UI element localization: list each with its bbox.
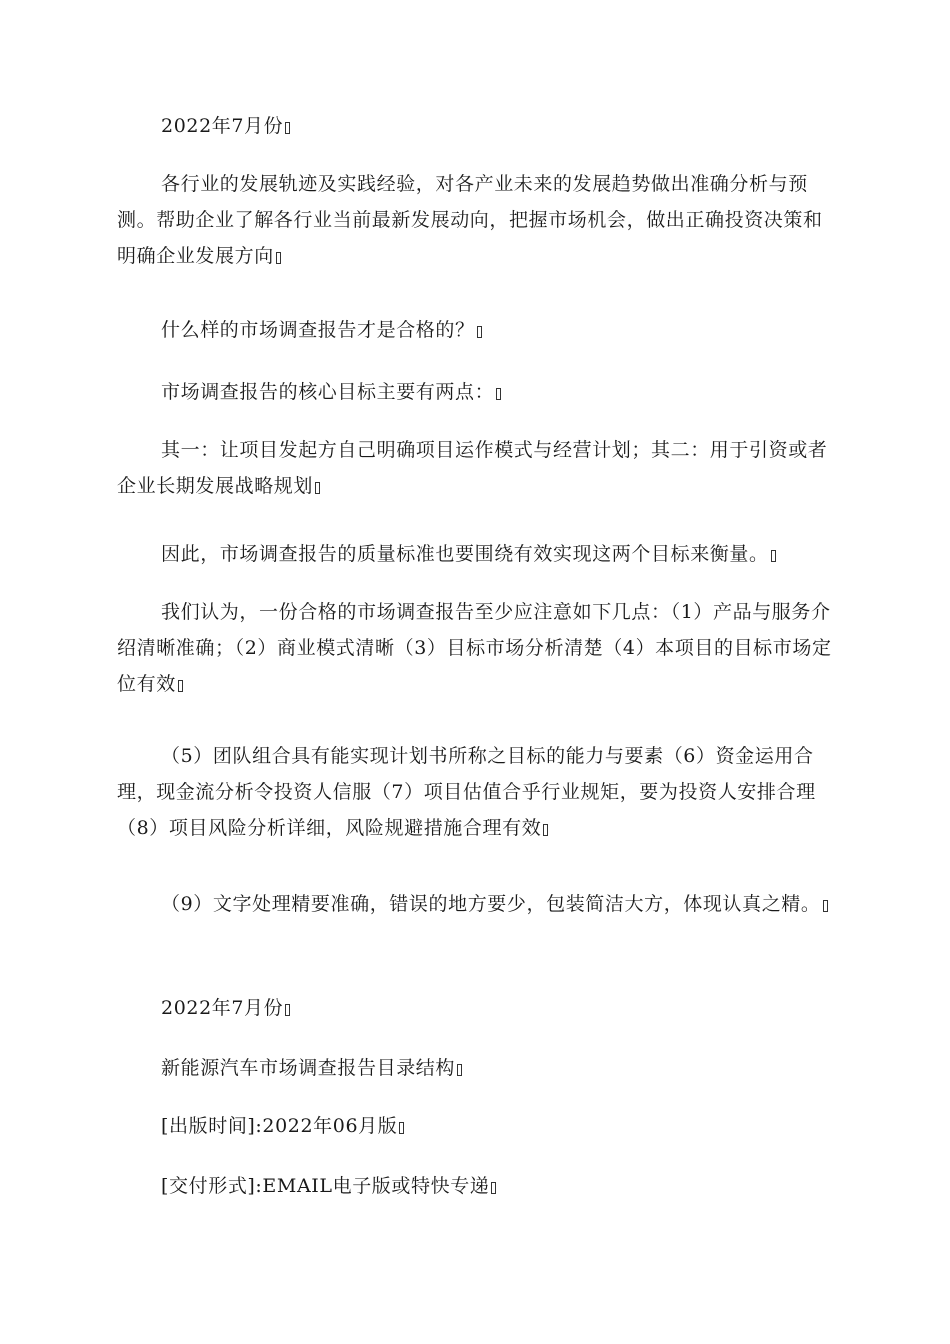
paragraph-text: 2022年7月份: [161, 115, 284, 137]
delivery-format: [117, 1168, 837, 1204]
paragraph-mark-icon: [496, 388, 501, 400]
paragraph-mark-icon: [285, 122, 290, 134]
paragraph-text: 2022年7月份: [161, 997, 284, 1019]
date-line-2: [117, 990, 837, 1026]
paragraph-text: 市场调查报告的核心目标主要有两点：: [161, 381, 495, 403]
points-paragraph: [117, 594, 837, 702]
paragraph-mark-icon: [276, 252, 281, 264]
question-paragraph: [117, 312, 837, 348]
quality-standard-paragraph: [117, 536, 837, 572]
paragraph-text: 其一：让项目发起方自己明确项目运作模式与经营计划；其二：用于引资或者企业长期发展战略规划: [117, 439, 828, 497]
point-nine-paragraph: [117, 886, 837, 922]
date-line: [117, 108, 837, 144]
paragraph-mark-icon: [477, 326, 482, 338]
paragraph-text: 新能源汽车市场调查报告目录结构: [161, 1057, 456, 1079]
paragraph-text: 我们认为，一份合格的市场调查报告至少应注意如下几点：（1）产品与服务介绍清晰准确；（2）商业模式清晰（3）目标市场分析清楚（4）本项目的目标市场定位有效: [117, 601, 832, 695]
paragraph-mark-icon: [285, 1004, 290, 1016]
points-continued-paragraph: [117, 738, 837, 846]
paragraph-mark-icon: [457, 1064, 462, 1076]
core-goals-paragraph: [117, 374, 837, 410]
paragraph-text: [交付形式]:EMAIL电子版或特快专递: [161, 1175, 490, 1197]
paragraph-mark-icon: [543, 824, 548, 836]
goals-detail-paragraph: [117, 432, 837, 504]
paragraph-mark-icon: [823, 900, 828, 912]
paragraph-mark-icon: [771, 550, 776, 562]
paragraph-text: [出版时间]:2022年06月版: [161, 1115, 398, 1137]
publish-time: [117, 1108, 837, 1144]
paragraph-text: 各行业的发展轨迹及实践经验，对各产业未来的发展趋势做出准确分析与预测。帮助企业了解各行业当前最新发展动向，把握市场机会，做出正确投资决策和明确企业发展方向: [117, 173, 823, 267]
paragraph-mark-icon: [491, 1182, 496, 1194]
paragraph-text: （9）文字处理精要准确，错误的地方要少，包装简洁大方，体现认真之精。: [161, 893, 821, 915]
paragraph-text: 因此，市场调查报告的质量标准也要围绕有效实现这两个目标来衡量。: [161, 543, 769, 565]
paragraph-text: 什么样的市场调查报告才是合格的？: [161, 319, 475, 341]
report-title: [117, 1050, 837, 1086]
paragraph-text: （5）团队组合具有能实现计划书所称之目标的能力与要素（6）资金运用合理，现金流分析令投资人信服（7）项目估值合乎行业规矩，要为投资人安排合理（8）项目风险分析详细，风险规避措施合理有效: [117, 745, 816, 839]
paragraph-mark-icon: [399, 1122, 404, 1134]
intro-paragraph: [117, 166, 837, 274]
paragraph-mark-icon: [178, 680, 183, 692]
paragraph-mark-icon: [315, 482, 320, 494]
